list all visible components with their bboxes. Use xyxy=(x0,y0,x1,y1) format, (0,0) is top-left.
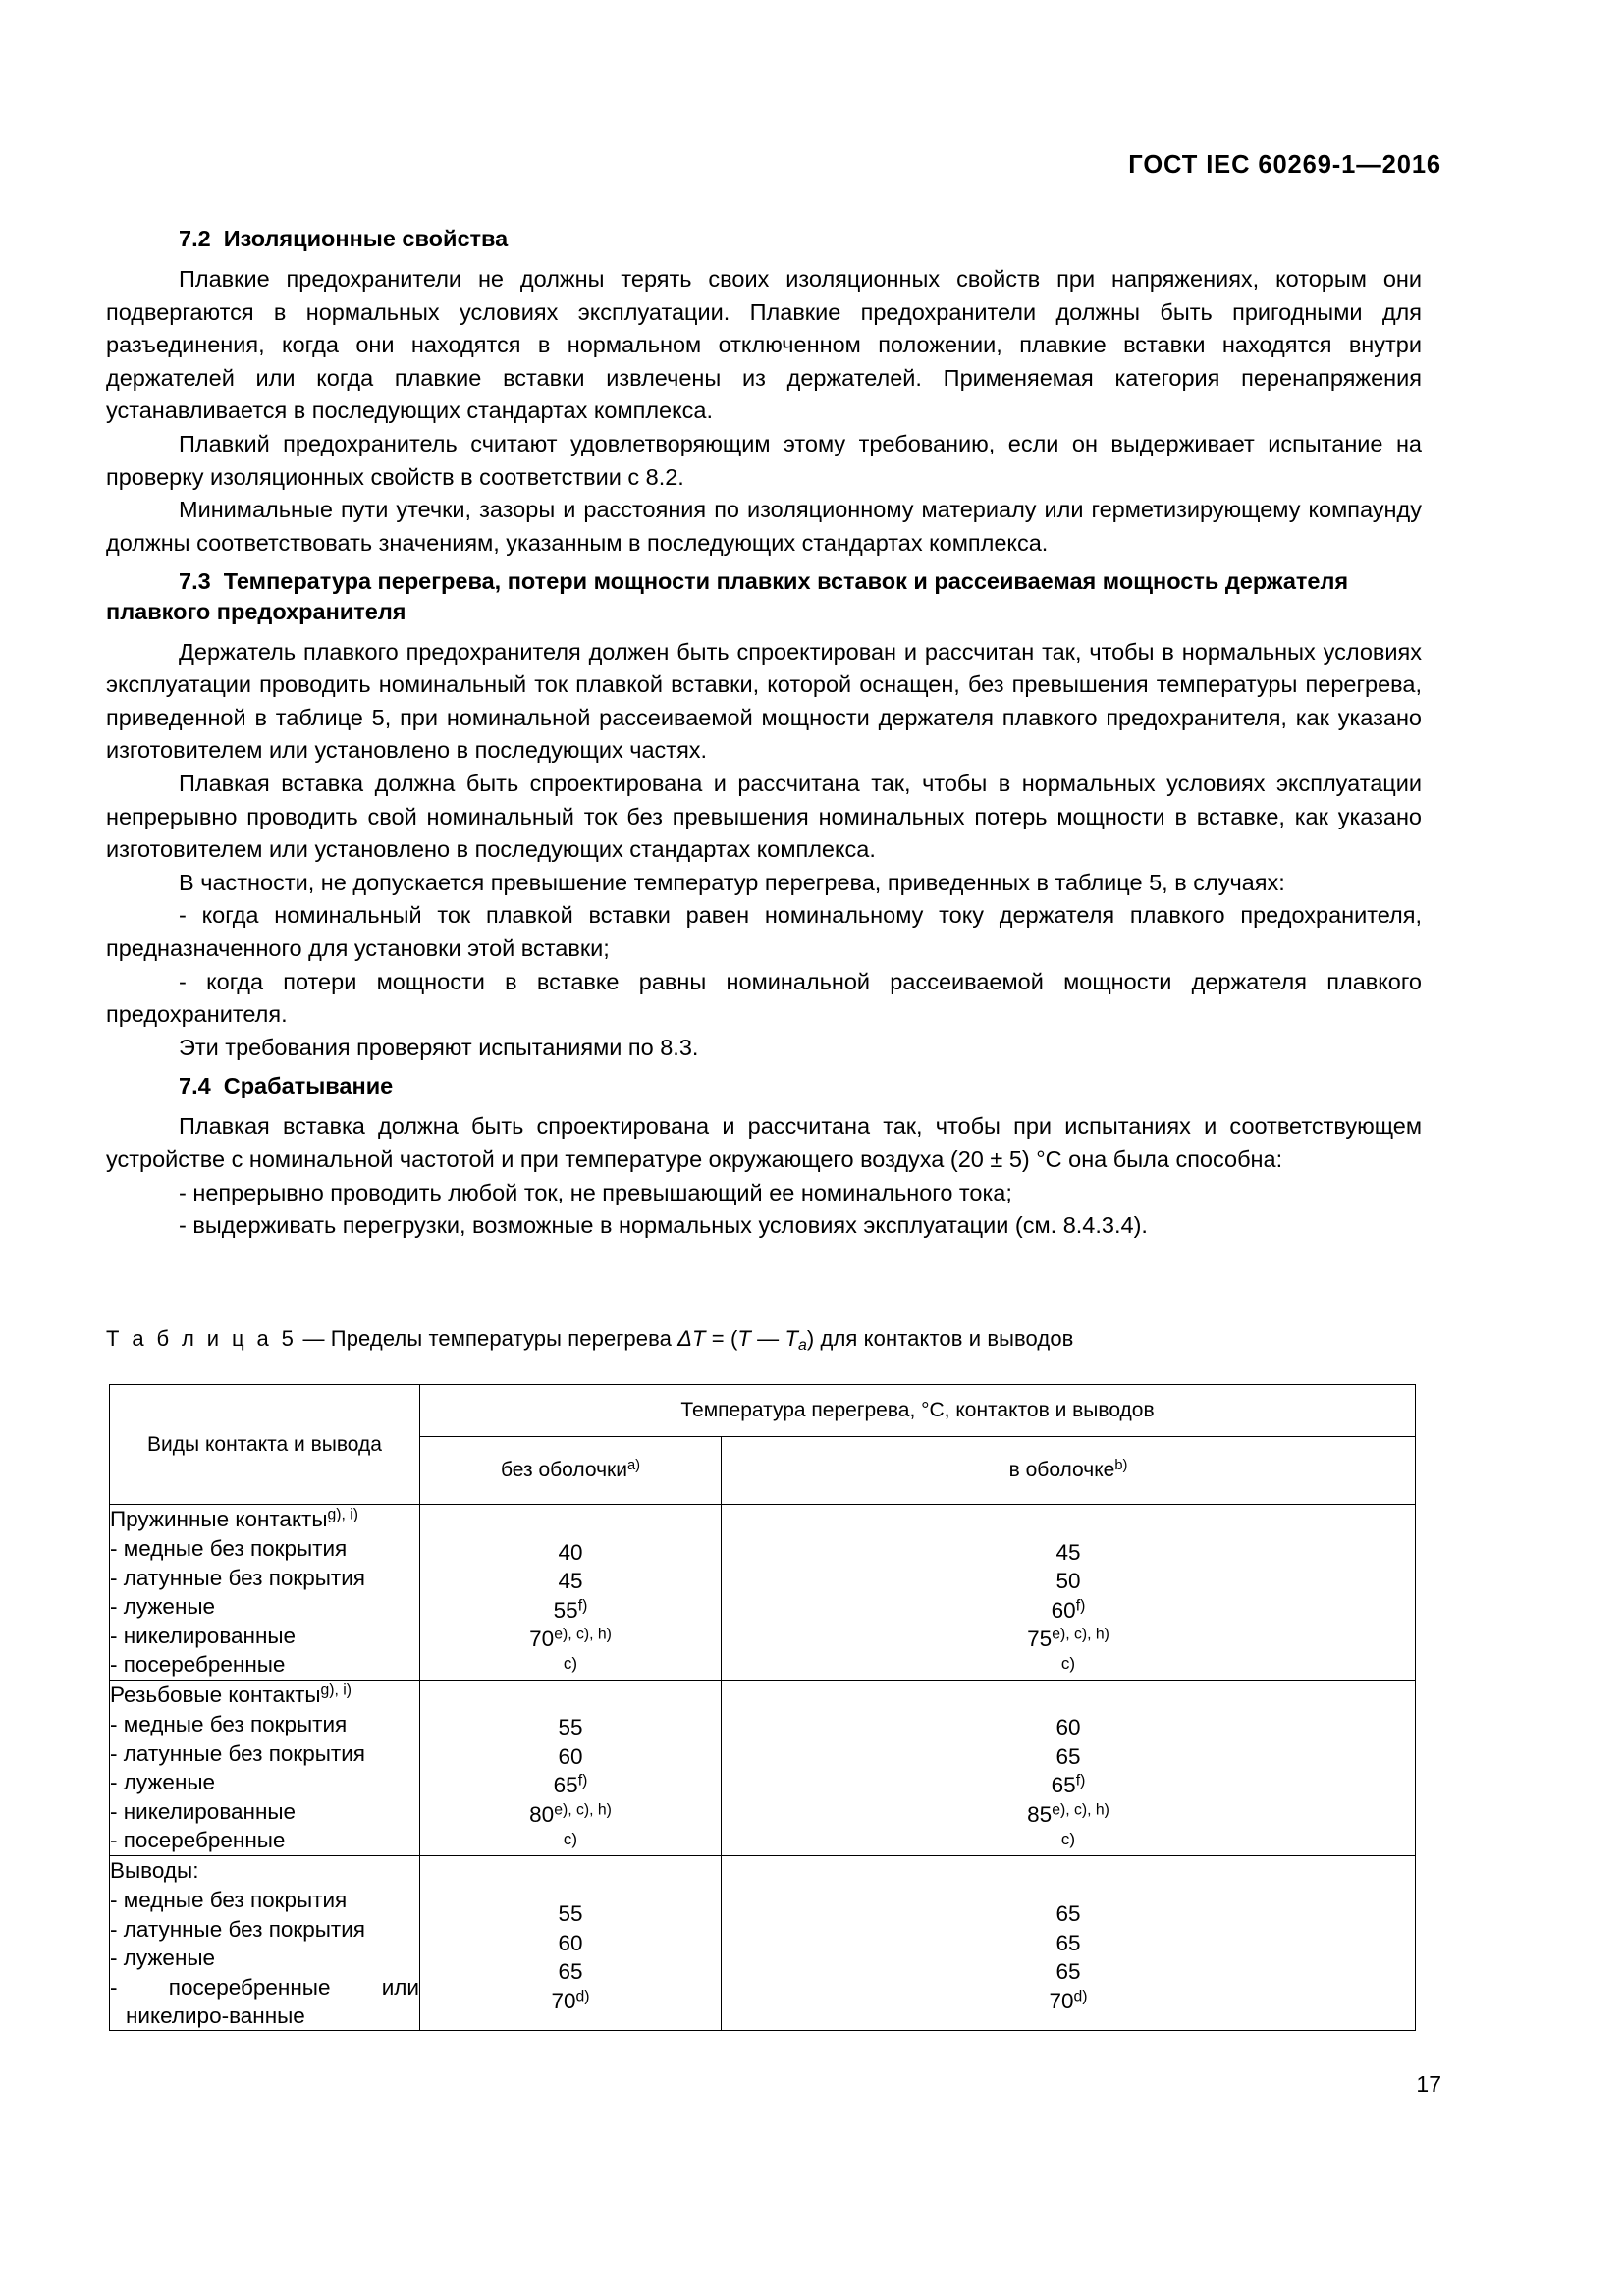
section-heading-7-4 xyxy=(106,1071,1422,1100)
row-label-spring-contacts xyxy=(110,1505,420,1681)
value-cell: 70$^{d)}$ xyxy=(1049,1988,1088,2013)
value-cell: c) xyxy=(563,1654,578,1674)
header-with-enclosure xyxy=(722,1437,1416,1505)
list-item: - луженые xyxy=(110,1594,216,1620)
section-title-7-2: Изоляционные свойства xyxy=(223,226,509,251)
row-label-screw-contacts xyxy=(110,1680,420,1855)
value-cell: c) xyxy=(1060,1830,1076,1849)
list-item: - посеребренные xyxy=(110,1652,286,1678)
value-cell: 40 xyxy=(558,1539,583,1565)
section-number-7-2: 7.2 xyxy=(179,226,211,251)
value-cell: 65 xyxy=(1055,1743,1081,1769)
values-spring-without-enclosure xyxy=(420,1505,722,1681)
list-item-7-3-2: - когда потери мощности в вставке равны номинальной рассеиваемой мощности держателя плавкого предохранителя. xyxy=(106,968,1422,1028)
list-item: - медные без покрытия xyxy=(110,1712,348,1737)
group-title-note: g), i) xyxy=(320,1682,352,1699)
list-item: - латунные без покрытия xyxy=(110,1565,365,1590)
table-caption-Ta-sub: a xyxy=(798,1336,807,1354)
header-with-enclosure-note: b) xyxy=(1114,1457,1128,1473)
group-title-text: Пружинные контакты xyxy=(110,1507,328,1531)
section-number-7-4: 7.4 xyxy=(179,1073,211,1099)
value-cell: 60 xyxy=(558,1930,583,1955)
value-cell: 85$^{e), c), h)}$ xyxy=(1027,1801,1109,1827)
group-title xyxy=(110,1505,419,1533)
value-cell: 65 xyxy=(1055,1959,1081,1985)
table-caption-minus: — xyxy=(750,1326,785,1351)
list-item: - посеребренные xyxy=(110,1828,286,1853)
header-with-enclosure-text: в оболочке xyxy=(1008,1459,1115,1481)
table-caption-text-2: ) для контактов и выводов xyxy=(806,1326,1074,1351)
list-item: - латунные без покрытия xyxy=(110,1740,365,1766)
list-item: - медные без покрытия xyxy=(110,1536,348,1562)
value-cell: 45 xyxy=(1055,1539,1081,1565)
section-number-7-3: 7.3 xyxy=(179,568,211,595)
table-caption-text-1: — Пределы температуры перегрева xyxy=(297,1326,678,1351)
row-label-terminals xyxy=(110,1855,420,2031)
value-cell: 55 xyxy=(558,1901,583,1927)
list-item: - латунные без покрытия xyxy=(110,1916,365,1942)
value-cell: 65 xyxy=(558,1959,583,1985)
paragraph-7-2-2: Плавкий предохранитель считают удовлетворяющим этому требованию, если он выдерживает испытание на проверку изоляционных свойств в соответствии с 8.2. xyxy=(106,431,1422,490)
values-screw-with-enclosure xyxy=(722,1680,1416,1855)
value-cell: 60 xyxy=(1055,1715,1081,1740)
value-cell: c) xyxy=(1060,1654,1076,1674)
header-contact-types: Виды контакта и вывода xyxy=(110,1385,420,1505)
table-row xyxy=(110,1505,1416,1681)
values-screw-without-enclosure xyxy=(420,1680,722,1855)
list-item: - луженые xyxy=(110,1770,216,1795)
paragraph-7-3-3: В частности, не допускается превышение температур перегрева, приведенных в таблице 5, в случаях: xyxy=(179,869,1285,895)
table-5 xyxy=(109,1384,1415,2031)
list-item-7-3-1: - когда номинальный ток плавкой вставки равен номинальному току держателя плавкого предохранителя, предназначенного для установки этой вставки; xyxy=(106,902,1422,961)
section-title-7-4: Срабатывание xyxy=(223,1073,394,1099)
value-cell: 75$^{e), c), h)}$ xyxy=(1027,1626,1109,1651)
table-caption xyxy=(106,1325,1432,1357)
value-cell: 65$^{f)}$ xyxy=(553,1772,588,1798)
value-cell: 65 xyxy=(1055,1901,1081,1927)
value-cell: 55 xyxy=(558,1715,583,1740)
header-without-enclosure xyxy=(420,1437,722,1505)
table-header-row-1 xyxy=(110,1385,1416,1437)
value-cell: 60$^{f)}$ xyxy=(1051,1596,1086,1623)
value-cell: 65$^{f)}$ xyxy=(1051,1772,1086,1798)
document-body xyxy=(106,224,1422,1243)
paragraph-7-3-1: Держатель плавкого предохранителя должен быть спроектирован и рассчитан так, чтобы в нормальных условиях эксплуатации проводить номинальный ток плавкой вставки, которой оснащен, без превышения температуры перегрева, приведенной в таблице 5, при номинальной рассеиваемой мощности держателя плавкого предохранителя, как указано изготовителем или установлено в последующих частях. xyxy=(106,638,1422,764)
list-item: - никелированные xyxy=(110,1798,297,1824)
paragraph-7-2-3: Минимальные пути утечки, зазоры и расстояния по изоляционному материалу или герметизирующему компаунду должны соответствовать значениям, указанным в последующих стандартах комплекса. xyxy=(106,497,1422,556)
value-cell: 70$^{e), c), h)}$ xyxy=(529,1626,612,1651)
table-caption-T: T xyxy=(737,1326,751,1351)
group-title-note: g), i) xyxy=(327,1506,359,1523)
values-terminals-without-enclosure xyxy=(420,1855,722,2031)
section-heading-7-3 xyxy=(106,566,1422,625)
list-item: - луженые xyxy=(110,1946,216,1971)
table-row xyxy=(110,1680,1416,1855)
group-title-text: Выводы: xyxy=(110,1857,199,1883)
value-cell: 60 xyxy=(558,1743,583,1769)
table-caption-prefix: Т а б л и ц а 5 xyxy=(106,1326,298,1351)
table-caption-eq: = ( xyxy=(705,1326,738,1351)
table-caption-delta-t: ΔT xyxy=(677,1326,706,1351)
header-without-enclosure-text: без оболочки xyxy=(500,1459,627,1481)
page-number: 17 xyxy=(1416,2071,1441,2097)
group-title xyxy=(110,1856,419,1885)
header-temperature-group: Температура перегрева, °С, контактов и выводов xyxy=(420,1385,1416,1437)
values-terminals-with-enclosure xyxy=(722,1855,1416,2031)
value-cell: 80$^{e), c), h)}$ xyxy=(529,1801,612,1827)
list-item: - посеребренные или никелиро-ванные xyxy=(110,1974,419,2028)
section-title-7-3: Температура перегрева, потери мощности плавких вставок и рассеиваемая мощность держателя плавкого предохранителя xyxy=(106,568,1349,624)
value-cell: 65 xyxy=(1055,1930,1081,1955)
values-spring-with-enclosure xyxy=(722,1505,1416,1681)
list-item-7-4-2: - выдерживать перегрузки, возможные в нормальных условиях эксплуатации (см. 8.4.3.4). xyxy=(179,1212,1148,1239)
paragraph-7-3-closing: Эти требования проверяют испытаниями по 8.3. xyxy=(179,1034,699,1060)
paragraph-7-3-2: Плавкая вставка должна быть спроектирована и рассчитана так, чтобы в нормальных условиях эксплуатации непрерывно проводить свой номинальный ток без превышения номинальных потерь мощности в вставке, как указано изготовителем или установлено в последующих стандартах комплекса. xyxy=(106,770,1422,863)
paragraph-7-2-1: Плавкие предохранители не должны терять своих изоляционных свойств при напряжениях, которым они подвергаются в нормальных условиях эксплуатации. Плавкие предохранители должны быть пригодными для разъединения, когда они находятся в нормальном отключенном положении, плавкие вставки находятся внутри держателей или когда плавкие вставки извлечены из держателей. Применяемая категория перенапряжения устанавливается в последующих стандартах комплекса. xyxy=(106,266,1422,424)
group-title xyxy=(110,1681,419,1709)
value-cell: 70$^{d)}$ xyxy=(551,1988,590,2013)
table-row xyxy=(110,1855,1416,2031)
list-item: - никелированные xyxy=(110,1623,297,1648)
paragraph-7-4-1: Плавкая вставка должна быть спроектирована и рассчитана так, чтобы при испытаниях и соответствующем устройстве с номинальной частотой и при температуре окружающего воздуха (20 ± 5) °С она была способна: xyxy=(106,1113,1422,1172)
running-header: ГОСТ IEC 60269-1—2016 xyxy=(1128,151,1441,179)
list-item-7-4-1: - непрерывно проводить любой ток, не превышающий ее номинального тока; xyxy=(179,1179,1012,1205)
table-caption-Ta: T xyxy=(784,1326,799,1351)
header-without-enclosure-note: a) xyxy=(626,1457,641,1473)
value-cell: 55$^{f)}$ xyxy=(553,1596,588,1623)
value-cell: c) xyxy=(563,1830,578,1849)
list-item: - медные без покрытия xyxy=(110,1888,348,1913)
group-title-text: Резьбовые контакты xyxy=(110,1682,321,1707)
value-cell: 50 xyxy=(1055,1569,1081,1594)
value-cell: 45 xyxy=(558,1569,583,1594)
section-heading-7-2 xyxy=(106,224,1422,253)
